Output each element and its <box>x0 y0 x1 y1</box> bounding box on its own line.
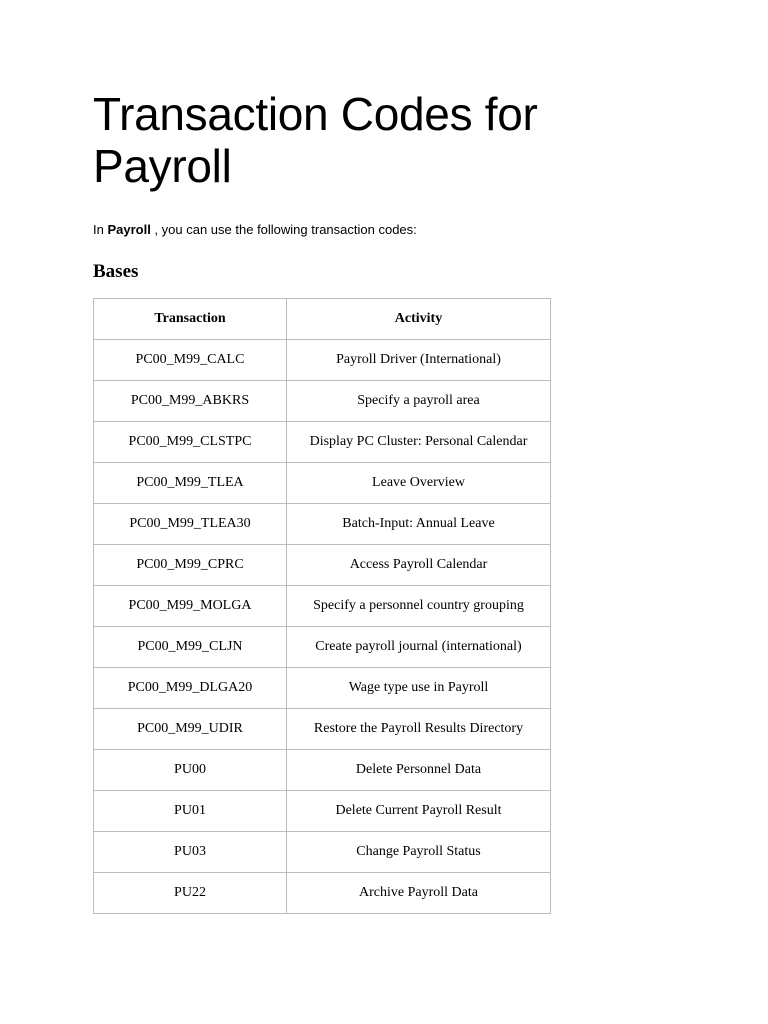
transaction-code-cell: PC00_M99_ABKRS <box>94 381 287 422</box>
table-row <box>94 545 551 586</box>
table-row <box>94 750 551 791</box>
page-title: Transaction Codes for Payroll <box>93 88 538 192</box>
activity-cell: Batch-Input: Annual Leave <box>287 504 551 545</box>
table-row <box>94 463 551 504</box>
activity-cell: Restore the Payroll Results Directory <box>287 709 551 750</box>
intro-prefix: In <box>93 222 108 237</box>
activity-cell: Delete Personnel Data <box>287 750 551 791</box>
transaction-code-cell: PU03 <box>94 832 287 873</box>
transaction-code-cell: PC00_M99_DLGA20 <box>94 668 287 709</box>
intro-emphasis: Payroll <box>107 222 151 237</box>
activity-cell: Payroll Driver (International) <box>287 340 551 381</box>
transaction-code-cell: PU00 <box>94 750 287 791</box>
table-row <box>94 627 551 668</box>
activity-cell: Leave Overview <box>287 463 551 504</box>
table-row <box>94 791 551 832</box>
section-heading: Bases <box>93 261 139 282</box>
column-header-activity: Activity <box>287 299 551 340</box>
activity-cell: Display PC Cluster: Personal Calendar <box>287 422 551 463</box>
table-body <box>94 340 551 914</box>
transaction-code-cell: PC00_M99_CALC <box>94 340 287 381</box>
activity-cell: Wage type use in Payroll <box>287 668 551 709</box>
activity-cell: Access Payroll Calendar <box>287 545 551 586</box>
activity-cell: Specify a personnel country grouping <box>287 586 551 627</box>
transaction-code-cell: PC00_M99_MOLGA <box>94 586 287 627</box>
transaction-code-cell: PC00_M99_CLSTPC <box>94 422 287 463</box>
activity-cell: Create payroll journal (international) <box>287 627 551 668</box>
table-row <box>94 709 551 750</box>
transaction-code-cell: PC00_M99_UDIR <box>94 709 287 750</box>
intro-text <box>93 221 417 239</box>
transaction-code-cell: PC00_M99_CPRC <box>94 545 287 586</box>
activity-cell: Specify a payroll area <box>287 381 551 422</box>
activity-cell: Archive Payroll Data <box>287 873 551 914</box>
transaction-code-cell: PU01 <box>94 791 287 832</box>
table-row <box>94 422 551 463</box>
transaction-code-cell: PC00_M99_TLEA <box>94 463 287 504</box>
table-row <box>94 340 551 381</box>
intro-suffix: , you can use the following transaction codes: <box>150 222 417 237</box>
table-row <box>94 668 551 709</box>
table-row <box>94 381 551 422</box>
table-row <box>94 832 551 873</box>
table-row <box>94 873 551 914</box>
table-header-row <box>94 299 551 340</box>
column-header-transaction: Transaction <box>94 299 287 340</box>
transaction-code-cell: PC00_M99_TLEA30 <box>94 504 287 545</box>
transaction-code-cell: PU22 <box>94 873 287 914</box>
transaction-codes-table <box>93 298 551 914</box>
transaction-code-cell: PC00_M99_CLJN <box>94 627 287 668</box>
table-row <box>94 504 551 545</box>
table-header <box>94 299 551 340</box>
activity-cell: Change Payroll Status <box>287 832 551 873</box>
table-row <box>94 586 551 627</box>
activity-cell: Delete Current Payroll Result <box>287 791 551 832</box>
